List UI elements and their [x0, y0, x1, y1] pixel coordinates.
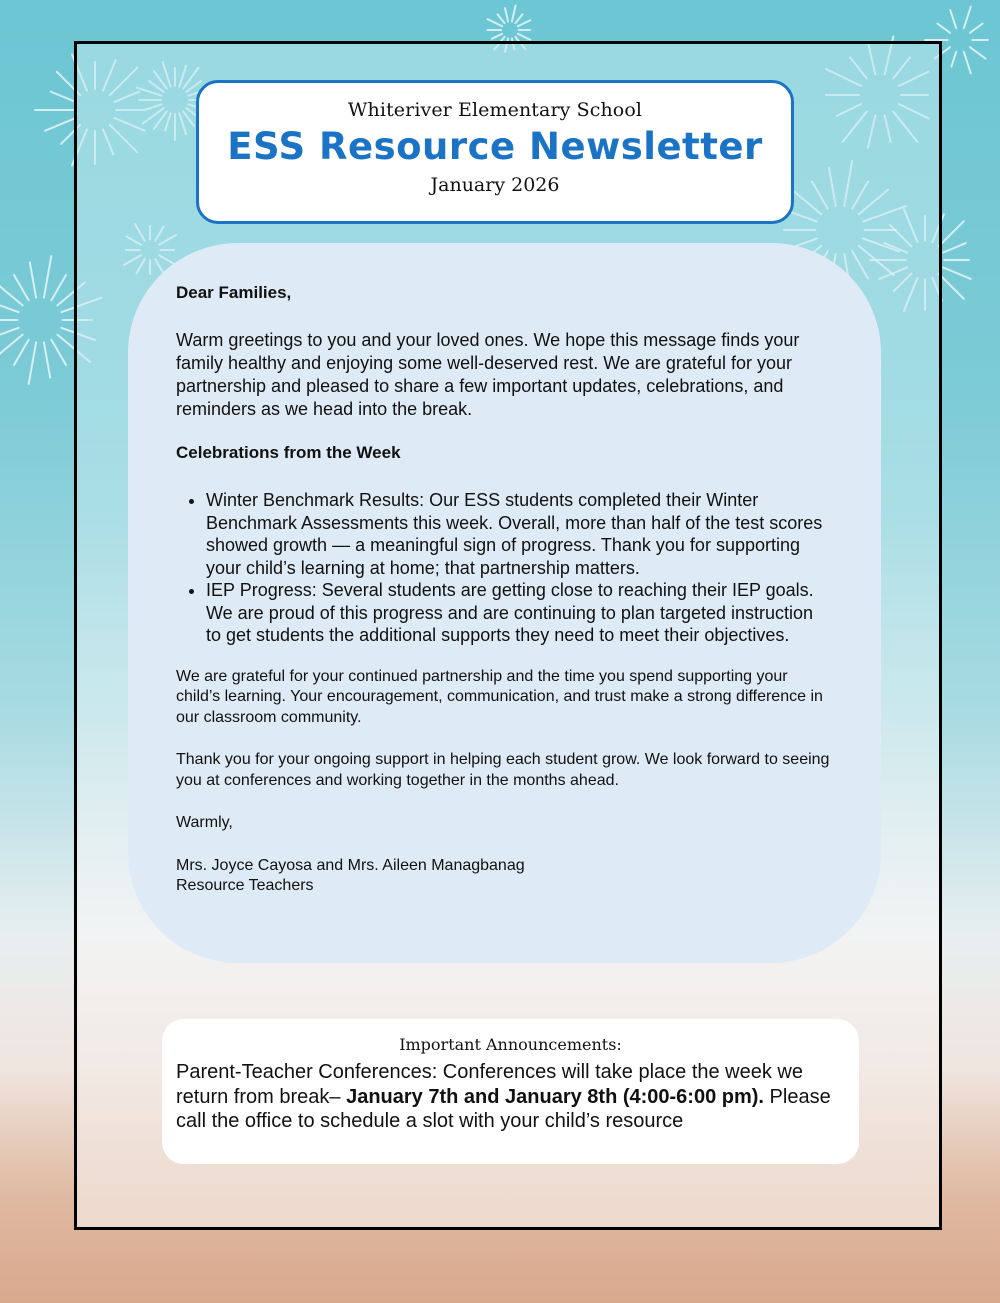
letter-panel — [128, 243, 881, 963]
school-name: Whiteriver Elementary School — [347, 99, 643, 121]
newsletter-title: ESS Resource Newsletter — [227, 125, 763, 168]
letter-thanks: Thank you for your ongoing support in helping each student grow. We look forward to seeing you at conferences and working together in the months ahead. — [176, 751, 830, 789]
letter-closing: Warmly, — [176, 814, 233, 831]
newsletter-header — [196, 80, 794, 224]
newsletter-date: January 2026 — [430, 174, 560, 196]
announcement-dates: January 7th and January 8th (4:00-6:00 pm). — [346, 1085, 764, 1108]
letter-gratitude: We are grateful for your continued partnership and the time you spend supporting your child’s learning. Your encouragement, communication, and trust make a strong difference in our classroom community. — [176, 667, 823, 726]
signature-names: Mrs. Joyce Cayosa and Mrs. Aileen Managbanag — [176, 856, 525, 874]
celebrations-list — [176, 489, 833, 647]
announcements-heading: Important Announcements: — [399, 1035, 622, 1054]
celebrations-heading: Celebrations from the Week — [176, 443, 401, 462]
celebration-item: • IEP Progress: Several students are getting close to reaching their IEP goals. We are proud of this progress and are continuing to plan targeted instruction to get students the additional supports they need to meet their objectives. — [206, 579, 833, 647]
announcement-text — [176, 1060, 845, 1134]
letter-greeting: Dear Families, — [176, 283, 292, 302]
announcement-text-after: Please call the office to schedule a slot with your child’s resource — [176, 1085, 831, 1132]
celebration-item: • Winter Benchmark Results: Our ESS students completed their Winter Benchmark Assessments this week. Overall, more than half of the test scores showed growth — a meaningful sign of progress. Thank you for supporting your child’s learning at home; that partnership matters. — [206, 489, 833, 579]
announcement-text-before: Parent-Teacher Conferences: Conferences will take place the week we return from break– — [176, 1061, 803, 1108]
announcements-box — [162, 1019, 859, 1164]
letter-intro: Warm greetings to you and your loved ones. We hope this message finds your family healthy and enjoying some well-deserved rest. We are grateful for your partnership and pleased to share a few important updates, celebrations, and reminders as we head into the break. — [176, 330, 800, 419]
signature-title: Resource Teachers — [176, 877, 314, 894]
